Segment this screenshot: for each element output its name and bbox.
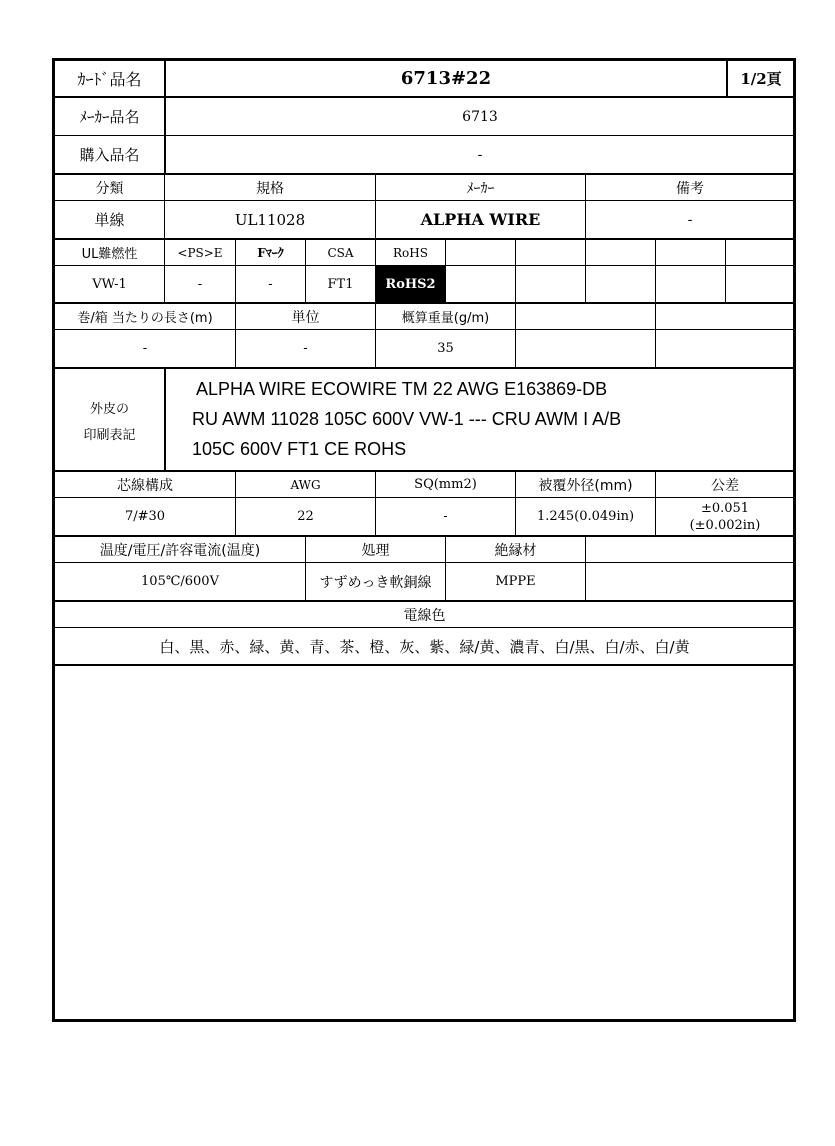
purchase-name-value: - <box>477 146 483 163</box>
jacket-print-text <box>192 374 792 464</box>
insulation-value: MPPE <box>495 574 536 589</box>
purchase-name-label: 購入品名 <box>79 146 140 164</box>
sq-value: - <box>443 509 448 524</box>
maker-part-value: 6713 <box>462 108 498 125</box>
card-name-value: 6713#22 <box>400 67 492 89</box>
csa-header: CSA <box>327 245 354 260</box>
remarks-header: 備考 <box>676 180 704 197</box>
col-divider <box>445 238 446 302</box>
page-number: 1/2頁 <box>740 69 782 88</box>
csa-value: FT1 <box>327 276 354 292</box>
length-value: - <box>142 341 148 356</box>
strand-header: 芯線構成 <box>117 477 173 494</box>
unit-header: 単位 <box>291 309 320 326</box>
tolerance-value-1: ±0.051 <box>700 500 750 516</box>
standard-header: 規格 <box>256 180 284 197</box>
ul-flame-value: VW-1 <box>92 276 127 292</box>
wire-color-header: 電線色 <box>403 607 446 624</box>
od-value: 1.245(0.049in) <box>536 509 635 524</box>
category-header: 分類 <box>95 180 124 197</box>
tolerance-header: 公差 <box>711 477 739 494</box>
jacket-print-label-1: 外皮の <box>89 401 129 417</box>
insulation-header: 絶縁材 <box>494 542 537 559</box>
tolerance-value-2: (±0.002in) <box>689 517 761 533</box>
rating-header: 温度/電圧/許容電流(温度) <box>99 542 261 559</box>
sq-header: SQ(mm2) <box>414 477 477 492</box>
jacket-print-line: 105C 600V FT1 CE ROHS <box>192 439 407 459</box>
jacket-print-label-2: 印刷表記 <box>83 427 136 443</box>
unit-value: - <box>303 341 308 356</box>
maker-header: ﾒｰｶｰ <box>466 180 495 197</box>
ps-e-value: - <box>197 276 203 292</box>
card-name-label: ｶｰﾄﾞ品名 <box>77 69 142 89</box>
row-divider <box>52 664 796 666</box>
standard-value: UL11028 <box>234 210 306 229</box>
col-divider <box>585 238 586 302</box>
f-mark-value: - <box>268 276 273 292</box>
jacket-print-line: RU AWM 11028 105C 600V VW-1 --- CRU AWM I A/B <box>192 409 622 429</box>
ul-flame-header: UL難燃性 <box>81 247 138 262</box>
maker-value: ALPHA WIRE <box>420 210 541 229</box>
od-header: 被覆外径(mm) <box>538 477 633 494</box>
weight-header: 概算重量(g/m) <box>401 311 490 326</box>
treatment-header: 処理 <box>361 542 390 559</box>
col-divider <box>515 238 516 302</box>
strand-value: 7/#30 <box>124 509 166 524</box>
col-divider <box>164 367 166 470</box>
rohs-header: RoHS <box>393 245 428 260</box>
col-divider <box>515 302 516 367</box>
ps-e-header: <PS>E <box>177 245 223 260</box>
category-value: 単線 <box>94 211 125 229</box>
jacket-print-line: ALPHA WIRE ECOWIRE TM 22 AWG E163869-DB <box>192 379 608 399</box>
f-mark-header: Fﾏｰｸ <box>257 246 284 260</box>
col-divider <box>585 535 586 600</box>
remarks-value: - <box>687 211 693 228</box>
weight-value: 35 <box>437 341 454 356</box>
awg-value: 22 <box>297 509 314 524</box>
length-header: 巻/箱 当たりの長さ(m) <box>77 311 213 326</box>
col-divider <box>655 238 656 302</box>
awg-header: AWG <box>290 477 321 492</box>
rating-value: 105℃/600V <box>141 574 219 589</box>
treatment-value: すずめっき軟銅線 <box>319 574 432 591</box>
maker-part-label: ﾒｰｶｰ品名 <box>79 108 140 126</box>
col-divider <box>655 302 656 367</box>
col-divider <box>725 238 726 302</box>
wire-color-value: 白、黒、赤、緑、黄、青、茶、橙、灰、紫、緑/黄、濃青、白/黒、白/赤、白/黄 <box>159 637 690 656</box>
rohs-value: RoHS2 <box>376 266 445 302</box>
